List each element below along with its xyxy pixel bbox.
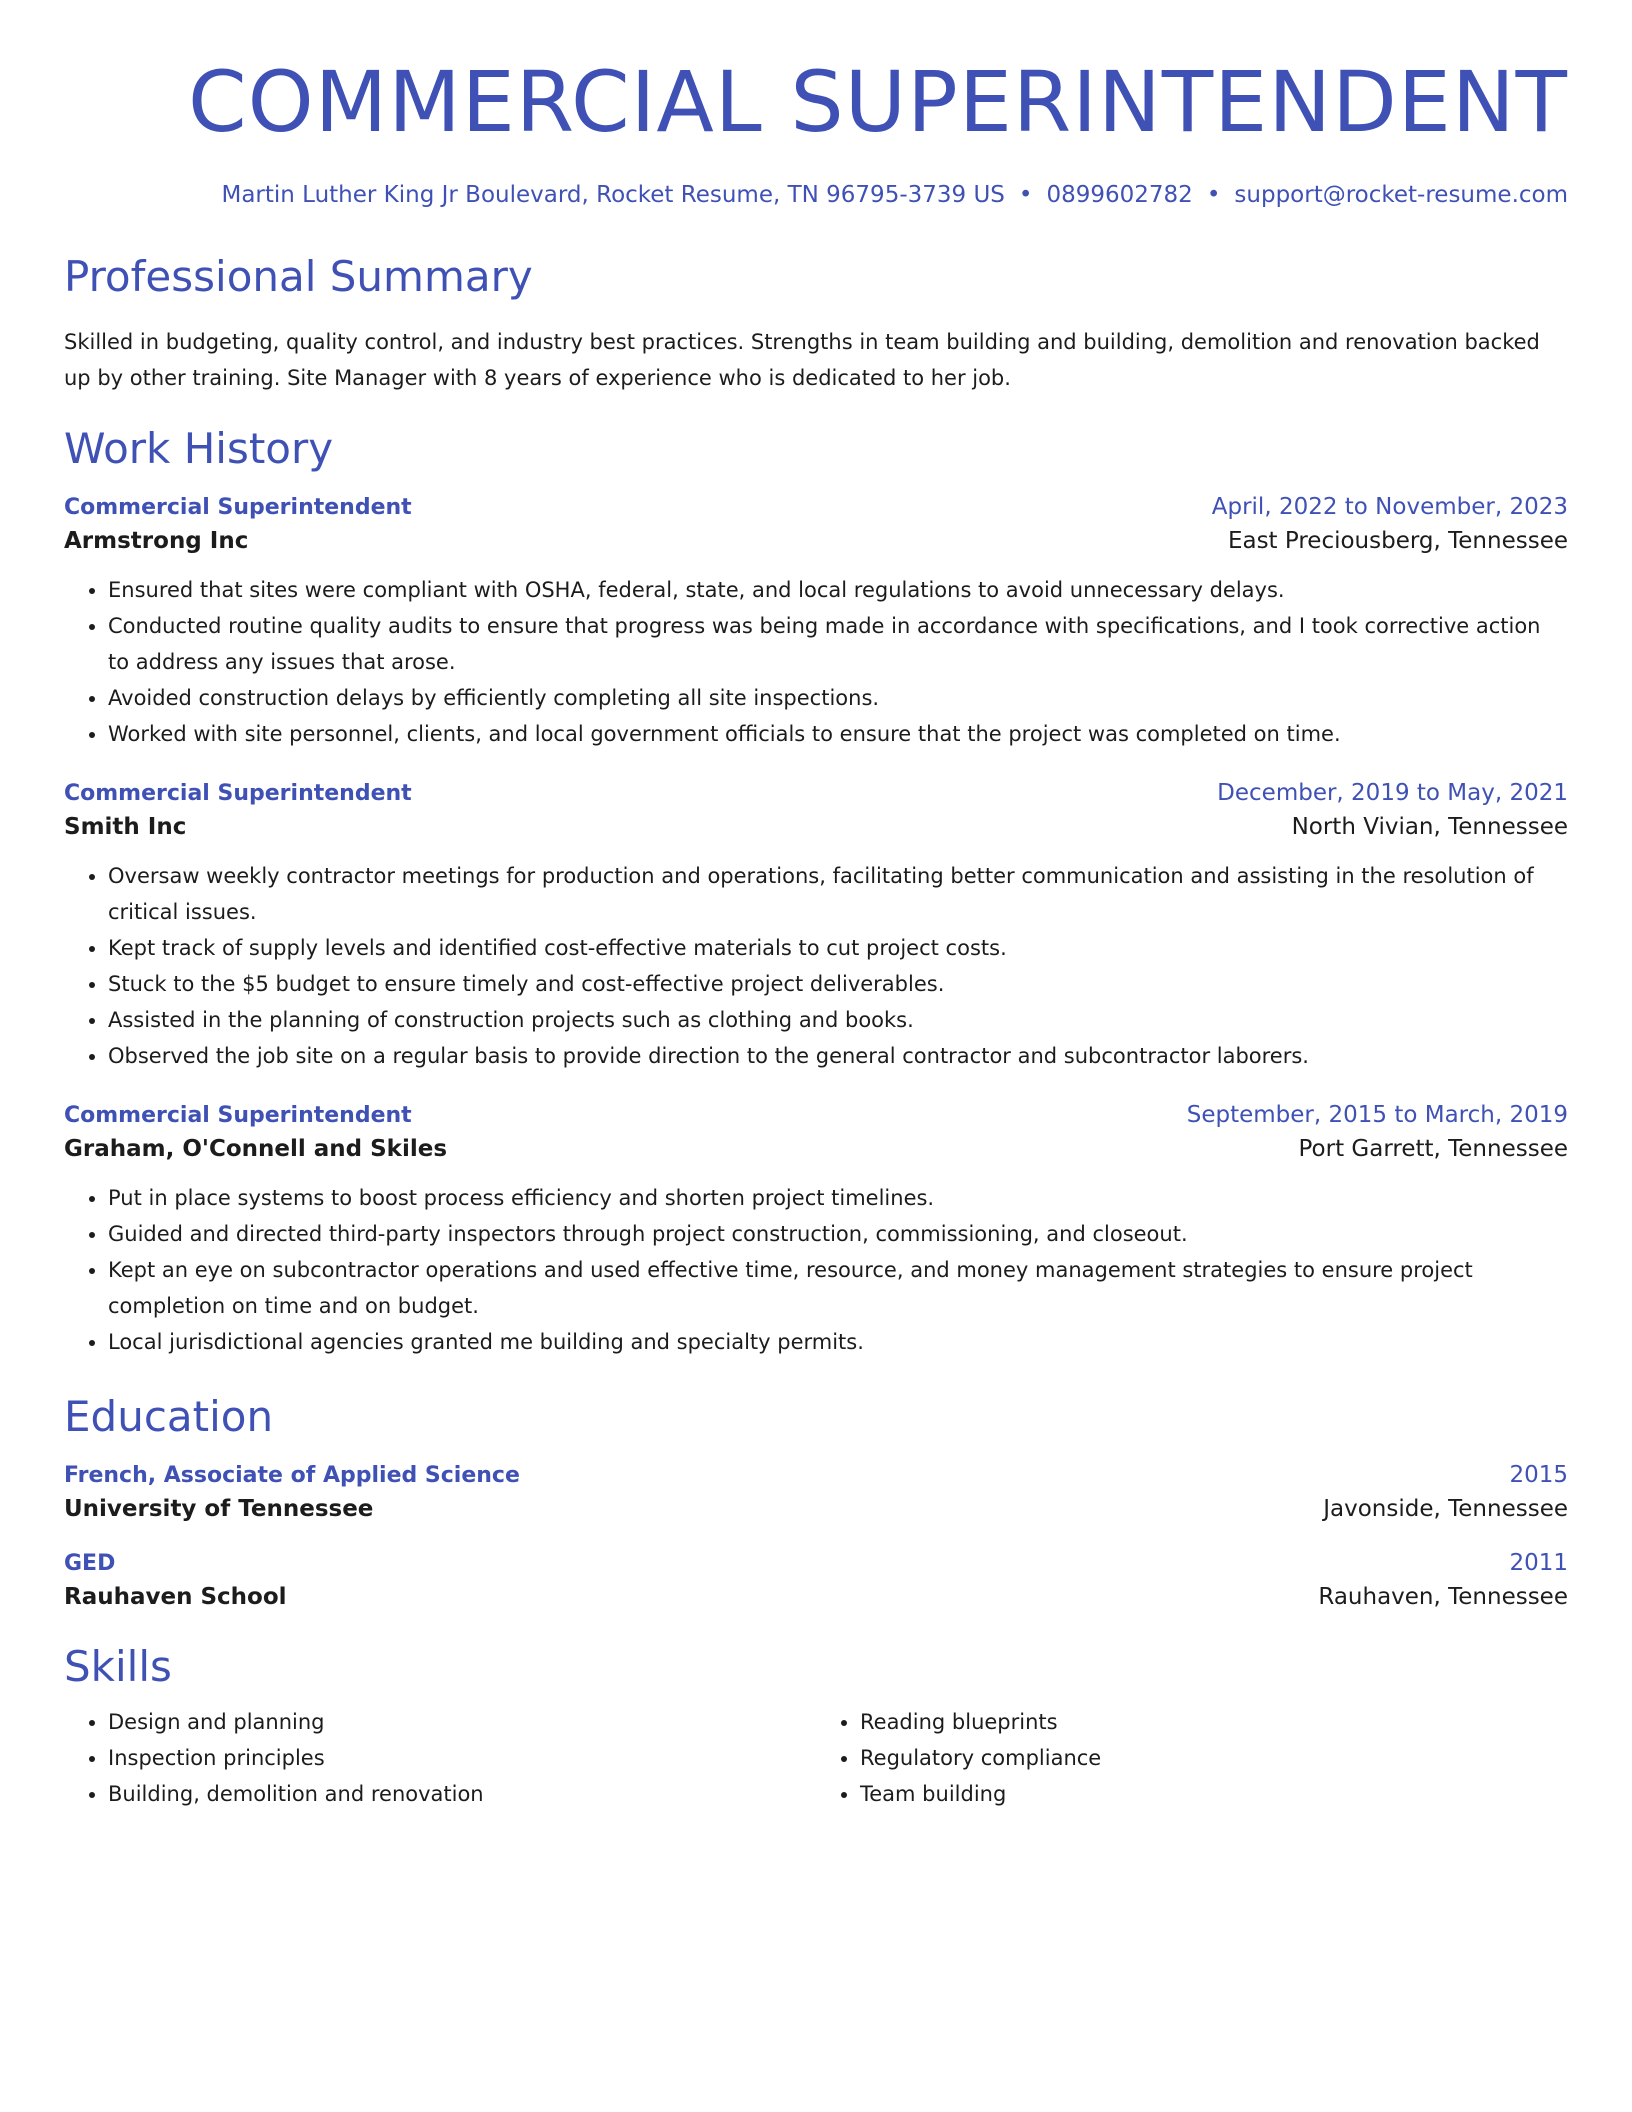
resume-name: COMMERCIAL SUPERINTENDENT xyxy=(188,53,1568,151)
job-bullet: • Local jurisdictional agencies granted me building and specialty permits. xyxy=(108,1324,1568,1360)
skills-heading: Skills xyxy=(64,1642,172,1691)
job-bullets xyxy=(64,858,1568,1074)
job-title: Commercial Superintendent xyxy=(64,1103,412,1128)
job-bullet: • Worked with site personnel, clients, and local government officials to ensure that the project was completed on time. xyxy=(108,716,1568,752)
contact-phone: 0899602782 xyxy=(1046,182,1193,208)
job-bullet: • Assisted in the planning of construction projects such as clothing and books. xyxy=(108,1002,1568,1038)
job-dates: April, 2022 to November, 2023 xyxy=(1211,494,1568,520)
job-bullet: • Conducted routine quality audits to ensure that progress was being made in accordance with specifications, and I took corrective action to address any issues that arose. xyxy=(108,608,1568,680)
contact-line xyxy=(64,182,1568,208)
job-bullet: • Avoided construction delays by efficiently completing all site inspections. xyxy=(108,680,1568,716)
education-heading: Education xyxy=(64,1392,274,1441)
work-history-heading: Work History xyxy=(64,424,334,473)
job-entry xyxy=(64,780,1568,1074)
education-location: Rauhaven, Tennessee xyxy=(1318,1584,1568,1610)
education-school: Rauhaven School xyxy=(64,1584,287,1610)
job-employer: Graham, O'Connell and Skiles xyxy=(64,1136,448,1162)
contact-address: Martin Luther King Jr Boulevard, Rocket Resume, TN 96795-3739 US xyxy=(221,182,1005,208)
contact-separator: • xyxy=(1206,182,1221,208)
skill-item: • Reading blueprints xyxy=(860,1704,1568,1740)
education-year: 2015 xyxy=(1509,1462,1568,1488)
job-employer: Armstrong Inc xyxy=(64,528,249,554)
skill-item: • Team building xyxy=(860,1776,1568,1812)
job-bullets xyxy=(64,1180,1568,1360)
job-bullet: • Stuck to the $5 budget to ensure timely and cost-effective project deliverables. xyxy=(108,966,1568,1002)
job-bullet: • Ensured that sites were compliant with OSHA, federal, state, and local regulations to avoid unnecessary delays. xyxy=(108,572,1568,608)
job-title: Commercial Superintendent xyxy=(64,781,412,806)
job-bullet: • Kept an eye on subcontractor operations and used effective time, resource, and money management strategies to ensure project completion on time and on budget. xyxy=(108,1252,1568,1324)
skill-item: • Regulatory compliance xyxy=(860,1740,1568,1776)
contact-email[interactable]: support@rocket-resume.com xyxy=(1234,182,1568,208)
education-degree: GED xyxy=(64,1551,116,1576)
job-location: East Preciousberg, Tennessee xyxy=(1227,528,1568,554)
job-location: Port Garrett, Tennessee xyxy=(1298,1136,1568,1162)
skill-item: • Inspection principles xyxy=(108,1740,816,1776)
education-degree: French, Associate of Applied Science xyxy=(64,1463,520,1488)
skill-item: • Building, demolition and renovation xyxy=(108,1776,816,1812)
job-dates: December, 2019 to May, 2021 xyxy=(1217,780,1568,806)
education-entry xyxy=(64,1550,1568,1610)
job-employer: Smith Inc xyxy=(64,814,187,840)
skills-list-left xyxy=(64,1704,816,1812)
contact-separator: • xyxy=(1018,182,1033,208)
job-title: Commercial Superintendent xyxy=(64,495,412,520)
summary-text: Skilled in budgeting, quality control, and industry best practices. Strengths in team building and building, demolition and renovation backed up by other training. Site Manager with 8 years of experience who is dedicated to her job. xyxy=(64,330,1540,390)
skills-columns xyxy=(64,1704,1568,1812)
job-bullet: • Oversaw weekly contractor meetings for production and operations, facilitating better communication and assisting in the resolution of critical issues. xyxy=(108,858,1568,930)
job-bullet: • Put in place systems to boost process efficiency and shorten project timelines. xyxy=(108,1180,1568,1216)
job-bullet: • Guided and directed third-party inspectors through project construction, commissioning, and closeout. xyxy=(108,1216,1568,1252)
job-location: North Vivian, Tennessee xyxy=(1291,814,1568,840)
job-entry xyxy=(64,1102,1568,1360)
education-entry xyxy=(64,1462,1568,1522)
job-entry xyxy=(64,494,1568,752)
job-bullets xyxy=(64,572,1568,752)
education-school: University of Tennessee xyxy=(64,1496,374,1522)
job-dates: September, 2015 to March, 2019 xyxy=(1186,1102,1568,1128)
job-bullet: • Observed the job site on a regular basis to provide direction to the general contractor and subcontractor laborers. xyxy=(108,1038,1568,1074)
job-bullet: • Kept track of supply levels and identified cost-effective materials to cut project costs. xyxy=(108,930,1568,966)
skill-item: • Design and planning xyxy=(108,1704,816,1740)
summary-heading: Professional Summary xyxy=(64,252,533,301)
education-year: 2011 xyxy=(1509,1550,1568,1576)
skills-list-right xyxy=(816,1704,1568,1812)
education-location: Javonside, Tennessee xyxy=(1323,1496,1568,1522)
